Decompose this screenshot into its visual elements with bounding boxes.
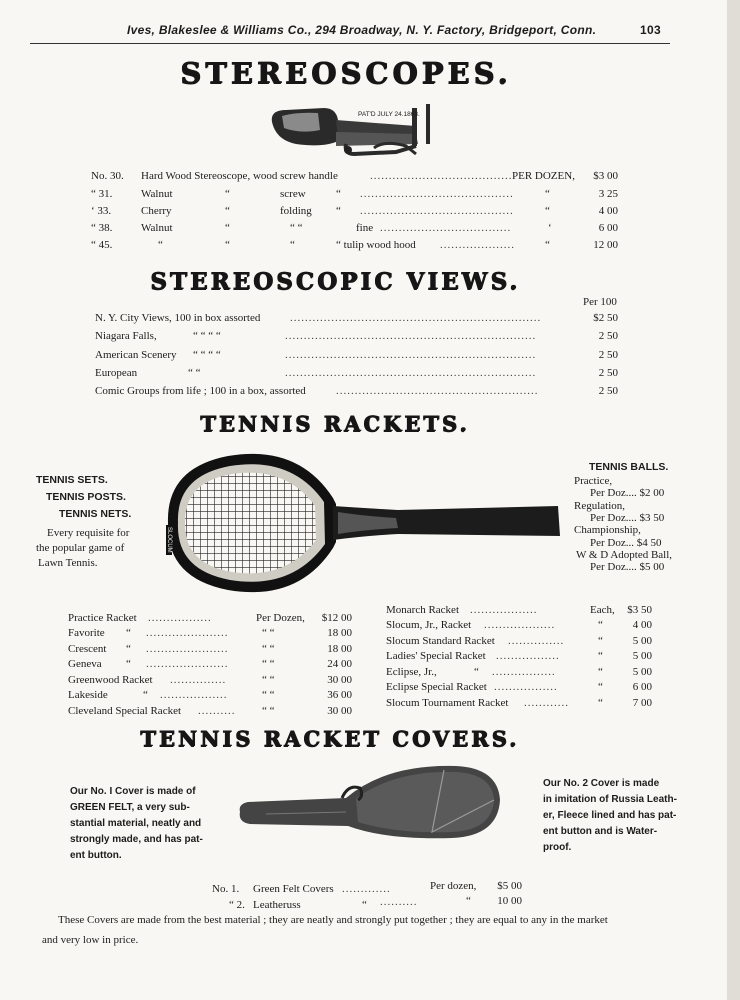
leader-dots: ......................................	[370, 170, 513, 182]
ditto: “	[126, 643, 131, 655]
racket-name: Geneva	[68, 658, 102, 670]
ditto: “	[474, 666, 479, 678]
cover-no2-description	[543, 776, 677, 856]
leader-dots: ...................................................................	[285, 330, 537, 342]
ball-name: Practice,	[574, 475, 613, 487]
racket-unit: “ “	[262, 674, 275, 686]
cover-text-line: strongly made, and has pat-	[70, 834, 203, 845]
racket-price: 6 00	[632, 681, 652, 693]
stereo-row-price: 4 00	[598, 205, 618, 217]
cover-text-line: proof.	[543, 842, 572, 853]
ball-price: Per Doz.... $2 00	[590, 487, 665, 499]
ball-price: Per Doz... $4 50	[590, 537, 662, 549]
cover-row-unit: “	[466, 895, 471, 907]
tennis-nets-label: TENNIS NETS.	[59, 508, 132, 520]
patent-label: PAT'D JULY 24.1863.	[358, 111, 420, 118]
racket-price: 30 00	[327, 674, 352, 686]
leader-dots: ...................	[484, 619, 556, 631]
cover-text-line: Our No. 2 Cover is made	[543, 778, 660, 789]
racket-name: Slocum Standard Racket	[386, 635, 495, 647]
racket-price: 5 00	[632, 635, 652, 647]
cover-row-unit: Per dozen,	[430, 880, 477, 892]
ditto: “	[126, 658, 131, 670]
stereo-row-type: screw	[280, 188, 306, 200]
racket-price: 5 00	[632, 666, 652, 678]
covers-footer-line: and very low in price.	[42, 934, 139, 946]
ditto: “	[225, 239, 230, 251]
leader-dots: .........................................	[360, 188, 514, 200]
racket-price: 24 00	[327, 658, 352, 670]
racket-unit: “	[598, 650, 603, 662]
racket-name: Crescent	[68, 643, 107, 655]
racket-price: 30 00	[327, 705, 352, 717]
tennis-balls-title: TENNIS BALLS.	[589, 461, 669, 473]
cover-row-price: 10 00	[497, 895, 522, 907]
leader-dots: ............	[524, 697, 569, 709]
leader-dots: ..................	[470, 604, 538, 616]
stereo-row-price: 3 25	[598, 188, 618, 200]
stereo-row-desc: “	[158, 239, 163, 251]
racket-name: Greenwood Racket	[68, 674, 153, 686]
stereo-row-unit: PER DOZEN,	[512, 170, 575, 182]
ditto: “	[290, 239, 295, 251]
leader-dots: .........................................	[360, 205, 514, 217]
racket-brand-label: SLOCUM	[166, 527, 172, 553]
ditto: “	[545, 205, 550, 217]
racket-price: 5 00	[632, 650, 652, 662]
leader-dots: .............	[342, 883, 391, 895]
ditto: “	[362, 899, 367, 911]
stereo-row-price: 12 00	[593, 239, 618, 251]
leader-dots: ...................................................................	[285, 349, 537, 361]
covers-footer-line: These Covers are made from the best material ; they are neatly and strongly put together ; they are equal to any in the market	[58, 914, 608, 926]
leader-dots: ..........	[198, 705, 236, 717]
racket-name: Eclipse Special Racket	[386, 681, 487, 693]
tennis-sets-label: TENNIS SETS.	[36, 474, 108, 486]
ball-name: W & D Adopted Ball,	[576, 549, 673, 561]
cover-row-no: “ 2.	[229, 899, 245, 911]
leader-dots: .................	[492, 666, 556, 678]
racket-unit: “ “	[262, 689, 275, 701]
view-row-price: 2 50	[598, 330, 618, 342]
leader-dots: ..................	[160, 689, 228, 701]
ball-price: Per Doz.... $3 50	[590, 512, 665, 524]
cover-row-no: No. 1.	[212, 883, 240, 895]
leader-dots: ......................	[146, 627, 229, 639]
racket-price: 18 00	[327, 627, 352, 639]
view-row-desc: European	[95, 367, 138, 379]
racket-unit: “	[598, 635, 603, 647]
racket-name: Monarch Racket	[386, 604, 459, 616]
stereo-row-desc: Walnut	[141, 188, 173, 200]
publisher-header: Ives, Blakeslee & Williams Co., 294 Broadway, N. Y. Factory, Bridgeport, Conn.	[127, 23, 597, 37]
racket-unit: “	[598, 666, 603, 678]
leader-dots: .................	[496, 650, 560, 662]
view-row-price: 2 50	[598, 349, 618, 361]
stereoscopes-title: STEREOSCOPES.	[180, 56, 512, 90]
racket-price: 18 00	[327, 643, 352, 655]
racket-unit: “	[598, 697, 603, 709]
cover-text-line: ent button.	[70, 850, 122, 861]
view-row-price: $2 50	[593, 312, 618, 324]
racket-price: 4 00	[632, 619, 652, 631]
stereo-row-desc: Walnut	[141, 222, 173, 234]
racket-name: Lakeside	[68, 689, 108, 701]
racket-unit: “ “	[262, 705, 275, 717]
racket-name: Practice Racket	[68, 612, 137, 624]
view-row-price: 2 50	[598, 385, 618, 397]
requisite-line: Every requisite for	[47, 527, 130, 539]
racket-unit: Per Dozen,	[256, 612, 305, 624]
leader-dots: ......................	[146, 658, 229, 670]
cover-text-line: stantial material, neatly and	[70, 818, 202, 829]
stereo-row-price: 6 00	[598, 222, 618, 234]
tennis-title: TENNIS RACKETS.	[200, 411, 470, 436]
racket-unit: “ “	[262, 658, 275, 670]
cover-text-line: er, Fleece lined and has pat-	[543, 810, 677, 821]
racket-name: Ladies' Special Racket	[386, 650, 486, 662]
stereo-row-type: “ tulip wood hood	[336, 239, 416, 251]
covers-title: TENNIS RACKET COVERS.	[140, 726, 520, 751]
leader-dots: ....................	[440, 239, 515, 251]
ditto: “	[545, 188, 550, 200]
stereo-row-no: “ 31.	[91, 188, 113, 200]
stereo-row-desc: Hard Wood Stereoscope, wood screw handle	[141, 170, 338, 182]
racket-price: 7 00	[632, 697, 652, 709]
view-row-desc: N. Y. City Views, 100 in box assorted	[95, 312, 261, 324]
cover-text-line: in imitation of Russia Leath-	[543, 794, 677, 805]
racket-name: Slocum, Jr., Racket	[386, 619, 472, 631]
requisite-line: Lawn Tennis.	[38, 557, 98, 569]
ball-price: Per Doz.... $5 00	[590, 561, 665, 573]
racket-cover-illustration	[236, 762, 504, 842]
ball-name: Championship,	[574, 524, 641, 536]
cover-row-desc: Leatheruss	[253, 899, 301, 911]
cover-text-line: GREEN FELT, a very sub-	[70, 802, 190, 813]
racket-price: 36 00	[327, 689, 352, 701]
stereo-row-type: folding	[280, 205, 312, 217]
stereo-row-price: $3 00	[593, 170, 618, 182]
racket-price: $12 00	[321, 612, 352, 624]
ball-name: Regulation,	[574, 500, 626, 512]
views-unit-header: Per 100	[583, 296, 617, 308]
header-rule	[30, 43, 670, 44]
leader-dots: ......................	[146, 643, 229, 655]
leader-dots: ...............	[508, 635, 565, 647]
leader-dots: ..........	[380, 896, 418, 908]
tennis-posts-label: TENNIS POSTS.	[46, 491, 126, 503]
stereo-row-no: “ 45.	[91, 239, 113, 251]
racket-name: Slocum Tournament Racket	[386, 697, 509, 709]
ditto: “	[126, 627, 131, 639]
racket-unit: “ “	[262, 627, 275, 639]
view-row-desc: Comic Groups from life ; 100 in a box, assorted	[95, 385, 306, 397]
ditto: “	[225, 205, 230, 217]
views-title: STEREOSCOPIC VIEWS.	[150, 268, 521, 295]
view-row-price: 2 50	[598, 367, 618, 379]
racket-unit: “	[598, 619, 603, 631]
ditto: “ “	[290, 222, 303, 234]
ditto: “	[225, 222, 230, 234]
page-edge	[727, 0, 740, 1000]
leader-dots: ...................................................................	[285, 367, 537, 379]
requisite-line: the popular game of	[36, 542, 125, 554]
ditto: “ “ “ “	[193, 330, 221, 342]
stereoscope-illustration	[266, 100, 446, 162]
leader-dots: ......................................................	[336, 385, 539, 397]
racket-name: Eclipse, Jr.,	[386, 666, 437, 678]
stereo-row-desc: Cherry	[141, 205, 172, 217]
page-number: 103	[640, 23, 661, 37]
view-row-desc: American Scenery	[95, 349, 177, 361]
cover-text-line: ent button and is Water-	[543, 826, 658, 837]
racket-price: $3 50	[627, 604, 652, 616]
ditto: “	[225, 188, 230, 200]
racket-unit: “ “	[262, 643, 275, 655]
racket-unit: “	[598, 681, 603, 693]
stereo-row-no: ‘ 33.	[91, 205, 112, 217]
ditto: “	[336, 205, 341, 217]
leader-dots: ...................................	[380, 222, 512, 234]
stereo-row-no: No. 30.	[91, 170, 124, 182]
stereo-row-type: fine	[356, 222, 374, 234]
ditto: “	[143, 689, 148, 701]
cover-row-price: $5 00	[497, 880, 522, 892]
ditto: ‘	[548, 222, 552, 234]
view-row-desc: Niagara Falls,	[95, 330, 157, 342]
leader-dots: .................	[494, 681, 558, 693]
racket-unit: Each,	[590, 604, 615, 616]
cover-row-desc: Green Felt Covers	[253, 883, 334, 895]
ditto: “ “ “ “	[193, 349, 221, 361]
racket-name: Favorite	[68, 627, 105, 639]
ditto: “	[545, 239, 550, 251]
cover-text-line: Our No. I Cover is made of	[70, 786, 196, 797]
tennis-racket-illustration	[158, 448, 563, 598]
ditto: “ “	[188, 367, 201, 379]
racket-name: Cleveland Special Racket	[68, 705, 182, 717]
leader-dots: ...................................................................	[290, 312, 542, 324]
cover-no1-description	[70, 784, 203, 864]
ditto: “	[336, 188, 341, 200]
stereo-row-no: “ 38.	[91, 222, 113, 234]
leader-dots: ...............	[170, 674, 227, 686]
leader-dots: .................	[148, 612, 212, 624]
